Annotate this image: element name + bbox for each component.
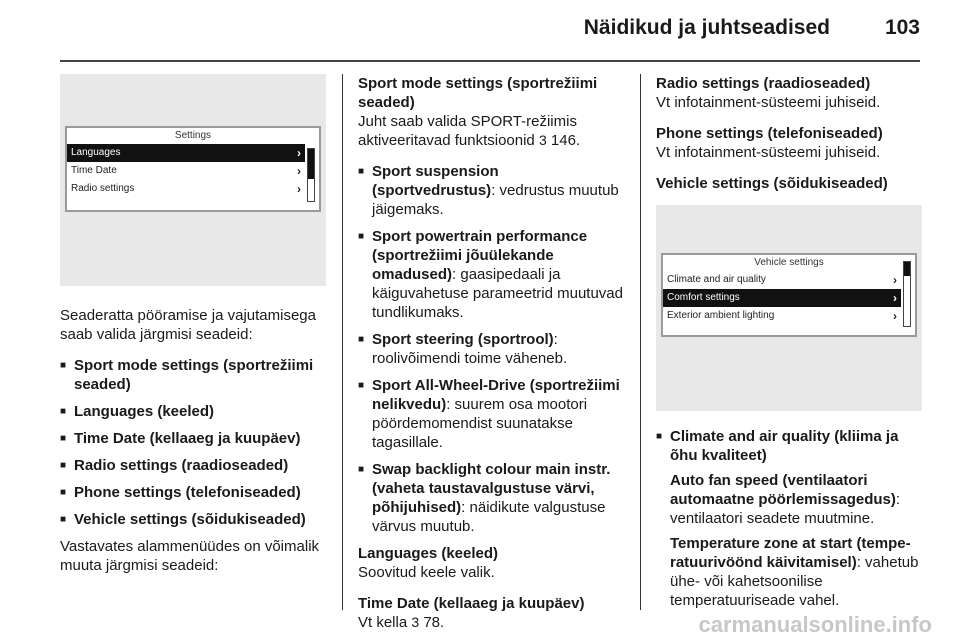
list-item: ■ Swap backlight colour main instr. (vaheta taustavalgustuse värvi, põhijuhised): näidikute valgustuse värvus muutub. [358, 460, 626, 536]
sport-text: Juht saab valida SPORT-režiimis aktiveeritavad funktsioonid [358, 113, 577, 149]
list-item: ■ Sport steering (sportrool): roolivõimendi toime väheneb. [358, 330, 626, 368]
list-item: ■ Climate and air quality (kliima ja õhu kvaliteet) Auto fan speed (ventilaatori automaatne pöörlemissagedus): ventilaatori seadete muutmine. Temperature zone at start (tempe-ratuurivöönd käivitamisel): vahetub ühe- või kahetsoonilise temperatuuriseade vahel. [656, 427, 922, 610]
list-item: ■ Sport suspension (sportvedrustus): vedrustus muutub jäigemaks. [358, 162, 626, 219]
page-title: Näidikud ja juhtseadised [583, 16, 830, 39]
list-item: ■ Sport mode settings (sportrežiimi seaded) [60, 356, 326, 394]
column-left [60, 74, 326, 587]
settings-list [60, 356, 326, 529]
list-item: ■ Languages (keeled) [60, 402, 326, 421]
section-heading-time-date: Time Date (kellaaeg ja kuupäev) [358, 595, 585, 612]
display-screen [65, 126, 321, 212]
header-divider [60, 60, 920, 62]
display-screen [661, 253, 917, 337]
chevron-right-icon: › [297, 164, 301, 178]
sub-item-temperature: Temperature zone at start (tempe-ratuurivöönd käivitamisel): vahetub ühe- või kahetsoonilise temperatuuriseade vahel. [670, 535, 919, 609]
chevron-right-icon: › [893, 291, 897, 305]
column-right [656, 74, 922, 618]
chevron-right-icon: › [297, 146, 301, 160]
chevron-right-icon: › [893, 273, 897, 287]
scrollbar[interactable] [903, 261, 911, 327]
list-item: ■ Phone settings (telefoniseaded) [60, 483, 326, 502]
watermark: carmanualsonline.info [698, 612, 932, 637]
menu-item-climate[interactable]: Climate and air quality › [667, 273, 897, 287]
sub-item-fan: Auto fan speed (ventilaatori automaatne pöörlemissagedus): ventilaatori seadete muutmine. [670, 472, 901, 527]
section-heading-vehicle: Vehicle settings (sõidukiseaded) [656, 175, 888, 192]
reference-arrow-icon: 3 [538, 132, 547, 148]
vehicle-options-list [656, 427, 922, 610]
section-heading-phone: Phone settings (telefoniseaded) [656, 125, 883, 142]
menu-item-exterior-lighting[interactable]: Exterior ambient lighting › [667, 309, 897, 323]
radio-text: Vt infotainment-süsteemi juhiseid. [656, 94, 881, 111]
reference-arrow-icon: 3 [411, 614, 420, 630]
page-number: 103 [884, 16, 920, 39]
scrollbar-thumb[interactable] [904, 262, 910, 276]
settings-screen-figure [60, 74, 326, 286]
languages-text: Soovitud keele valik. [358, 564, 495, 581]
intro-text: Seaderatta pööramise ja vajutamisega saab valida järgmisi seadeid: [60, 307, 316, 343]
list-item: ■ Sport All-Wheel-Drive (sportrežiimi nelikvedu): suurem osa mootori pöördemomendist suunatakse tagasillale. [358, 376, 626, 452]
scrollbar[interactable] [307, 148, 315, 202]
screen-title: Vehicle settings [754, 257, 824, 268]
page-reference: 78. [423, 614, 445, 631]
column-divider [342, 74, 343, 610]
page-header [0, 0, 960, 64]
column-middle [358, 74, 626, 644]
list-item: ■ Radio settings (raadioseaded) [60, 456, 326, 475]
menu-item-radio-settings[interactable]: Radio settings › [71, 182, 301, 196]
chevron-right-icon: › [297, 182, 301, 196]
list-item: ■ Vehicle settings (sõidukiseaded) [60, 510, 326, 529]
list-item: ■ Sport powertrain performance (sportrežiimi jõuülekande omadused): gaasipedaali ja käiguvahetuse parameetrid muutuvad tundlikumaks. [358, 227, 626, 322]
column-divider [640, 74, 641, 610]
section-heading-radio: Radio settings (raadioseaded) [656, 75, 871, 92]
screen-title: Settings [174, 130, 212, 141]
page-reference: 146. [550, 132, 581, 149]
sport-options-list [358, 162, 626, 536]
section-heading-sport: Sport mode settings (sportrežiimi seaded) [358, 75, 598, 111]
menu-item-time-date[interactable]: Time Date › [71, 164, 301, 178]
chevron-right-icon: › [893, 309, 897, 323]
phone-text: Vt infotainment-süsteemi juhiseid. [656, 144, 881, 161]
list-item: ■ Time Date (kellaaeg ja kuupäev) [60, 429, 326, 448]
scrollbar-thumb[interactable] [308, 149, 314, 179]
menu-item-languages[interactable]: Languages › [67, 144, 305, 162]
time-text: Vt kella [358, 614, 412, 631]
menu-item-comfort[interactable]: Comfort settings › [663, 289, 901, 307]
section-heading-languages: Languages (keeled) [358, 545, 499, 562]
outro-text: Vastavates alammenüüdes on võimalik muuta järgmisi seadeid: [60, 538, 320, 574]
vehicle-settings-screen-figure [656, 205, 922, 411]
